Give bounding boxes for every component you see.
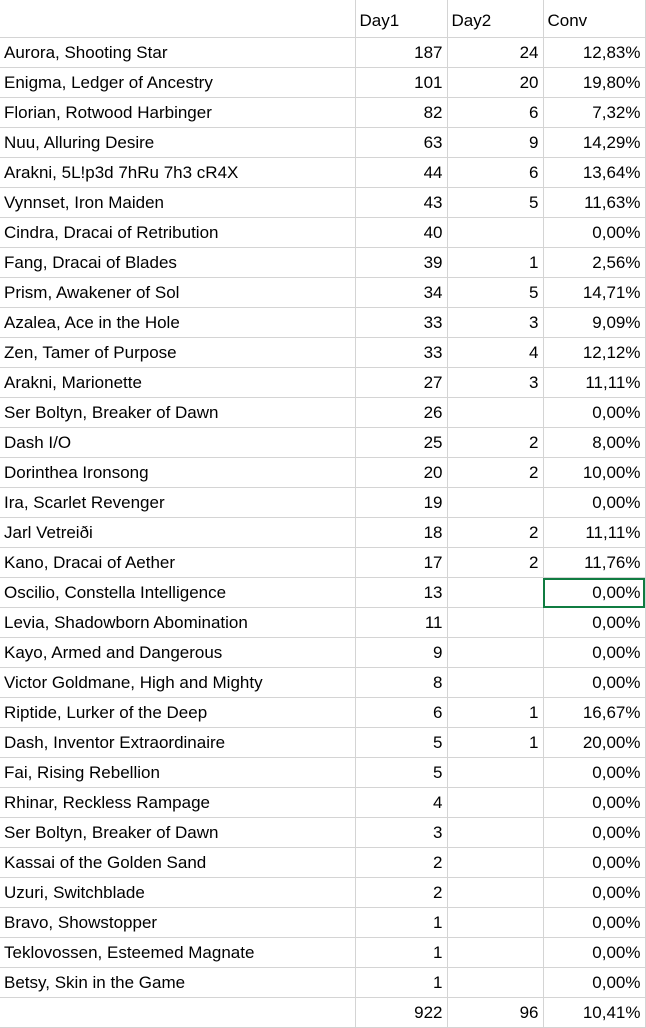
table-row [0,128,645,158]
cell-day1[interactable]: 4 [355,788,447,818]
cell-day2[interactable]: 6 [447,158,543,188]
cell-day1[interactable]: 2 [355,878,447,908]
header-cell-day1[interactable]: Day1 [355,0,447,38]
cell-day2[interactable] [447,848,543,878]
table-row [0,878,645,908]
table-row [0,308,645,338]
cell-name[interactable]: Prism, Awakener of Sol [0,278,355,308]
table-row [0,908,645,938]
cell-day1[interactable]: 18 [355,518,447,548]
cell-name[interactable]: Victor Goldmane, High and Mighty [0,668,355,698]
cell-name[interactable]: Jarl Vetreiði [0,518,355,548]
table-row [0,188,645,218]
table-row [0,398,645,428]
cell-conv[interactable]: 19,80% [543,68,645,98]
cell-name[interactable]: Aurora, Shooting Star [0,38,355,68]
cell-day1[interactable]: 11 [355,608,447,638]
cell-day1[interactable]: 9 [355,638,447,668]
table-row [0,668,645,698]
cell-name[interactable]: Azalea, Ace in the Hole [0,308,355,338]
cell-day1[interactable]: 43 [355,188,447,218]
cell-name[interactable]: Fai, Rising Rebellion [0,758,355,788]
table-row [0,68,645,98]
table-row [0,278,645,308]
cell-name[interactable]: Kano, Dracai of Aether [0,548,355,578]
cell-day1[interactable]: 25 [355,428,447,458]
cell-conv[interactable]: 0,00% [543,938,645,968]
cell-day1[interactable]: 2 [355,848,447,878]
cell-day2[interactable] [447,908,543,938]
table-row [0,848,645,878]
cell-conv[interactable]: 11,11% [543,518,645,548]
cell-name[interactable]: Oscilio, Constella Intelligence [0,578,355,608]
cell-day2[interactable]: 1 [447,728,543,758]
cell-day1[interactable]: 101 [355,68,447,98]
cell-conv[interactable]: 11,11% [543,368,645,398]
table-row [0,938,645,968]
cell-conv[interactable]: 11,63% [543,188,645,218]
cell-name[interactable]: Arakni, Marionette [0,368,355,398]
cell-day1[interactable]: 13 [355,578,447,608]
cell-name[interactable]: Kayo, Armed and Dangerous [0,638,355,668]
table-row [0,338,645,368]
cell-day2[interactable]: 24 [447,38,543,68]
cell-day2[interactable] [447,938,543,968]
totals-row [0,998,645,1028]
cell-name[interactable]: Dash, Inventor Extraordinaire [0,728,355,758]
cell-name[interactable]: Ira, Scarlet Revenger [0,488,355,518]
cell-name[interactable]: Nuu, Alluring Desire [0,128,355,158]
table-row [0,968,645,998]
cell-name[interactable]: Levia, Shadowborn Abomination [0,608,355,638]
cell-day1[interactable]: 63 [355,128,447,158]
cell-day2[interactable]: 3 [447,308,543,338]
table-row [0,98,645,128]
cell-conv[interactable]: 16,67% [543,698,645,728]
cell-day2[interactable]: 2 [447,428,543,458]
cell-conv[interactable]: 0,00% [543,218,645,248]
table-row [0,818,645,848]
cell-day2[interactable]: 4 [447,338,543,368]
cell-name[interactable]: Dash I/O [0,428,355,458]
cell-day2[interactable] [447,638,543,668]
total-cell-day1[interactable]: 922 [355,998,447,1028]
table-row [0,608,645,638]
table-row [0,368,645,398]
table-row [0,728,645,758]
cell-conv[interactable]: 0,00% [543,638,645,668]
cell-day1[interactable]: 17 [355,548,447,578]
cell-name[interactable]: Fang, Dracai of Blades [0,248,355,278]
cell-conv[interactable]: 14,71% [543,278,645,308]
cell-name[interactable]: Bravo, Showstopper [0,908,355,938]
cell-day2[interactable] [447,878,543,908]
cell-conv[interactable]: 0,00% [543,668,645,698]
total-cell-day2[interactable]: 96 [447,998,543,1028]
cell-name[interactable]: Vynnset, Iron Maiden [0,188,355,218]
cell-day1[interactable]: 33 [355,308,447,338]
cell-conv[interactable]: 0,00% [543,788,645,818]
cell-name[interactable]: Riptide, Lurker of the Deep [0,698,355,728]
cell-conv[interactable]: 9,09% [543,308,645,338]
cell-day2[interactable] [447,398,543,428]
table-row [0,638,645,668]
cell-day2[interactable]: 1 [447,698,543,728]
cell-day1[interactable]: 1 [355,938,447,968]
header-row [0,0,645,38]
cell-name[interactable]: Teklovossen, Esteemed Magnate [0,938,355,968]
cell-name[interactable]: Rhinar, Reckless Rampage [0,788,355,818]
cell-day2[interactable]: 3 [447,368,543,398]
cell-day1[interactable]: 19 [355,488,447,518]
header-cell-name[interactable] [0,0,355,38]
cell-day1[interactable]: 5 [355,758,447,788]
cell-day2[interactable]: 2 [447,548,543,578]
table-row [0,698,645,728]
cell-day2[interactable] [447,758,543,788]
cell-day2[interactable]: 1 [447,248,543,278]
header-cell-day2[interactable]: Day2 [447,0,543,38]
cell-day1[interactable]: 33 [355,338,447,368]
cell-day2[interactable] [447,218,543,248]
cell-conv[interactable]: 7,32% [543,98,645,128]
cell-conv[interactable]: 0,00% [543,578,645,608]
table-row [0,518,645,548]
cell-conv[interactable]: 11,76% [543,548,645,578]
cell-day2[interactable]: 5 [447,278,543,308]
cell-conv[interactable]: 0,00% [543,968,645,998]
total-cell-name[interactable] [0,998,355,1028]
cell-name[interactable]: Florian, Rotwood Harbinger [0,98,355,128]
cell-name[interactable]: Ser Boltyn, Breaker of Dawn [0,818,355,848]
table-row [0,248,645,278]
cell-day2[interactable] [447,608,543,638]
table-row [0,218,645,248]
cell-conv[interactable]: 0,00% [543,908,645,938]
cell-day1[interactable]: 34 [355,278,447,308]
cell-name[interactable]: Kassai of the Golden Sand [0,848,355,878]
cell-conv[interactable]: 14,29% [543,128,645,158]
cell-day2[interactable]: 5 [447,188,543,218]
cell-day2[interactable] [447,488,543,518]
cell-name[interactable]: Betsy, Skin in the Game [0,968,355,998]
cell-conv[interactable]: 12,83% [543,38,645,68]
cell-day1[interactable]: 82 [355,98,447,128]
cell-day1[interactable]: 6 [355,698,447,728]
table-row [0,458,645,488]
cell-conv[interactable]: 0,00% [543,878,645,908]
cell-day2[interactable] [447,788,543,818]
total-cell-conv[interactable]: 10,41% [543,998,645,1028]
cell-name[interactable]: Ser Boltyn, Breaker of Dawn [0,398,355,428]
table-row [0,548,645,578]
cell-name[interactable]: Dorinthea Ironsong [0,458,355,488]
table-row [0,158,645,188]
cell-day1[interactable]: 20 [355,458,447,488]
cell-conv[interactable]: 0,00% [543,608,645,638]
cell-name[interactable]: Uzuri, Switchblade [0,878,355,908]
cell-day2[interactable]: 20 [447,68,543,98]
cell-day1[interactable]: 39 [355,248,447,278]
cell-conv[interactable]: 20,00% [543,728,645,758]
cell-conv[interactable]: 2,56% [543,248,645,278]
cell-day2[interactable]: 2 [447,518,543,548]
cell-day2[interactable] [447,968,543,998]
cell-day1[interactable]: 187 [355,38,447,68]
cell-day2[interactable] [447,668,543,698]
table-row [0,38,645,68]
cell-name[interactable]: Arakni, 5L!p3d 7hRu 7h3 cR4X [0,158,355,188]
cell-conv[interactable]: 10,00% [543,458,645,488]
cell-conv[interactable]: 0,00% [543,758,645,788]
cell-day2[interactable]: 9 [447,128,543,158]
table-row [0,488,645,518]
cell-conv[interactable]: 0,00% [543,818,645,848]
cell-day2[interactable]: 2 [447,458,543,488]
cell-name[interactable]: Enigma, Ledger of Ancestry [0,68,355,98]
cell-day2[interactable] [447,818,543,848]
table-row [0,758,645,788]
cell-day1[interactable]: 3 [355,818,447,848]
cell-conv[interactable]: 0,00% [543,848,645,878]
cell-day1[interactable]: 26 [355,398,447,428]
table-row [0,428,645,458]
cell-day1[interactable]: 1 [355,968,447,998]
cell-day2[interactable] [447,578,543,608]
cell-day1[interactable]: 1 [355,908,447,938]
cell-conv[interactable]: 13,64% [543,158,645,188]
cell-day1[interactable]: 5 [355,728,447,758]
table-row [0,788,645,818]
cell-name[interactable]: Cindra, Dracai of Retribution [0,218,355,248]
cell-day1[interactable]: 40 [355,218,447,248]
cell-day2[interactable]: 6 [447,98,543,128]
cell-day1[interactable]: 44 [355,158,447,188]
table-row [0,578,645,608]
cell-day1[interactable]: 8 [355,668,447,698]
header-cell-conv[interactable]: Conv [543,0,645,38]
cell-conv[interactable]: 0,00% [543,398,645,428]
cell-name[interactable]: Zen, Tamer of Purpose [0,338,355,368]
cell-conv[interactable]: 12,12% [543,338,645,368]
cell-conv[interactable]: 8,00% [543,428,645,458]
cell-day1[interactable]: 27 [355,368,447,398]
cell-conv[interactable]: 0,00% [543,488,645,518]
